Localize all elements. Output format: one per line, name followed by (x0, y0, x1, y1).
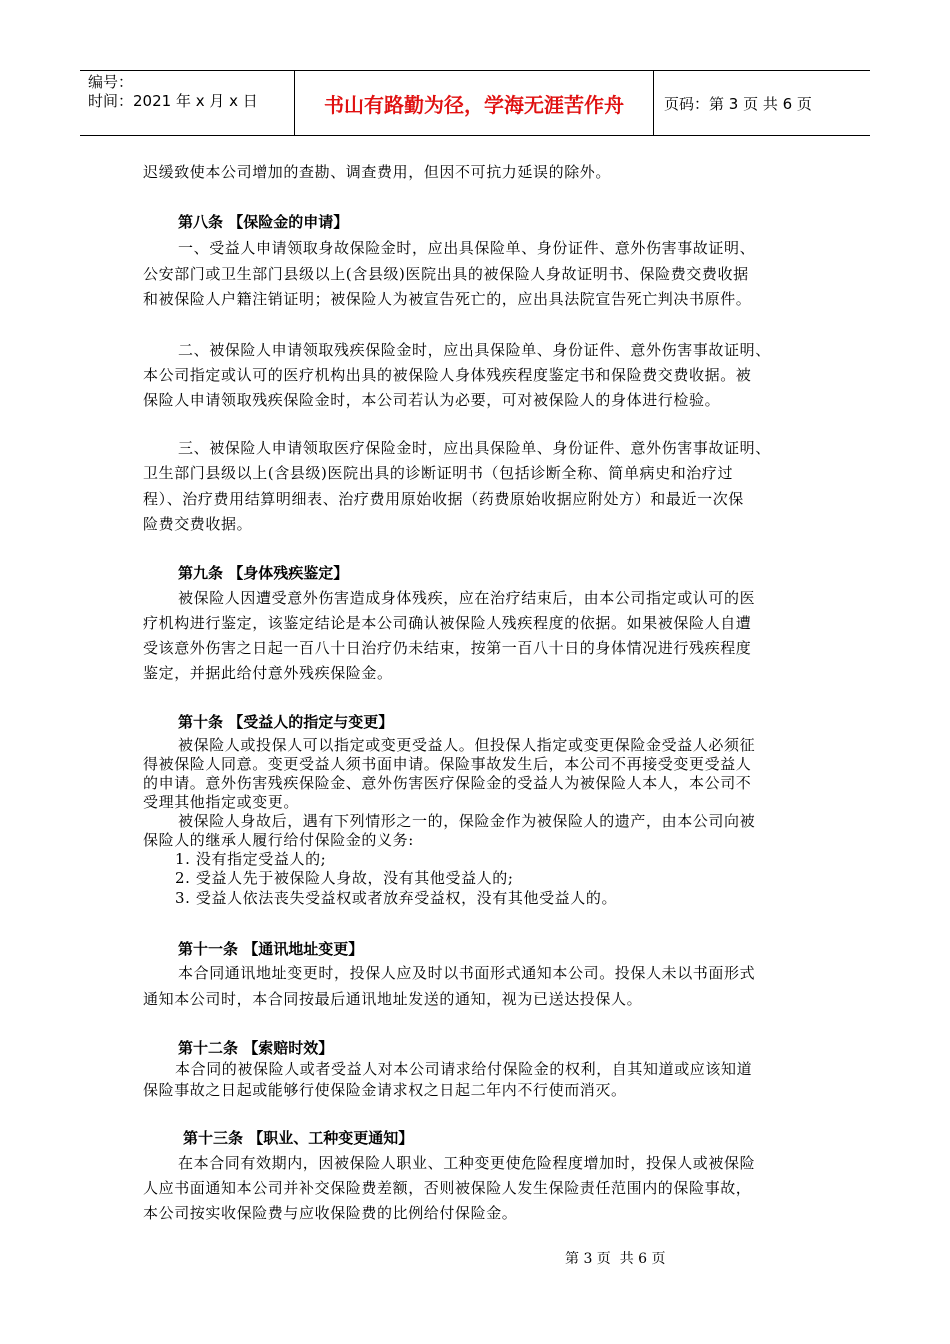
list-item: 3. 受益人依法丧失受益权或者放弃受益权，没有其他受益人的。 (175, 889, 618, 907)
body-line: 在本合同有效期内，因被保险人职业、工种变更使危险程度增加时，投保人或被保险 (178, 1154, 756, 1172)
body-line: 程）、治疗费用结算明细表、治疗费用原始收据（药费原始收据应附处方）和最近一次保 (143, 490, 744, 508)
section-heading: 第八条 【保险金的申请】 (178, 213, 349, 231)
list-item: 2. 受益人先于被保险人身故，没有其他受益人的; (175, 869, 514, 887)
body-line: 险费交费收据。 (143, 515, 253, 533)
header-page-number: 页码：第 3 页 共 6 页 (664, 94, 812, 113)
body-line: 受该意外伤害之日起一百八十日治疗仍未结束，按第一百八十日的身体情况进行残疾程度 (143, 639, 752, 657)
body-line: 得被保险人同意。变更受益人须书面申请。保险事故发生后，本公司不再接受变更受益人 (143, 755, 752, 773)
header-meta (80, 71, 295, 135)
body-line: 通知本公司时，本合同按最后通讯地址发送的通知，视为已送达投保人。 (143, 990, 643, 1008)
section-heading: 第十二条 【索赔时效】 (178, 1039, 334, 1057)
body-line: 一、受益人申请领取身故保险金时，应出具保险单、身份证件、意外伤害事故证明、 (178, 239, 756, 257)
body-line: 本公司按实收保险费与应收保险费的比例给付保险金。 (143, 1204, 518, 1222)
document-date-label: 时间：2021 年 x 月 x 日 (88, 92, 258, 110)
section-heading: 第九条 【身体残疾鉴定】 (178, 564, 349, 582)
body-line: 疗机构进行鉴定，该鉴定结论是本公司确认被保险人残疾程度的依据。如果被保险人自遭 (143, 614, 752, 632)
section-heading: 第十三条 【职业、工种变更通知】 (183, 1129, 414, 1147)
page-footer: 第 3 页 共 6 页 (565, 1251, 666, 1267)
body-line: 人应书面通知本公司并补交保险费差额，否则被保险人发生保险责任范围内的保险事故， (143, 1179, 752, 1197)
body-line: 的申请。意外伤害残疾保险金、意外伤害医疗保险金的受益人为被保险人本人，本公司不 (143, 774, 752, 792)
body-line: 被保险人或投保人可以指定或变更受益人。但投保人指定或变更保险金受益人必须征 (178, 736, 756, 754)
header-motto: 书山有路勤为径，学海无涯苦作舟 (295, 71, 654, 135)
body-line: 本合同通讯地址变更时，投保人应及时以书面形式通知本公司。投保人未以书面形式 (178, 964, 756, 982)
page-header (80, 70, 870, 136)
list-item: 1. 没有指定受益人的; (175, 850, 327, 868)
body-line: 本合同的被保险人或者受益人对本公司请求给付保险金的权利，自其知道或应该知道 (175, 1060, 753, 1078)
body-line: 鉴定，并据此给付意外残疾保险金。 (143, 664, 393, 682)
section-heading: 第十一条 【通讯地址变更】 (178, 940, 364, 958)
body-line: 被保险人身故后，遇有下列情形之一的，保险金作为被保险人的遗产，由本公司向被 (178, 812, 756, 830)
body-line: 受理其他指定或变更。 (143, 793, 300, 811)
body-line: 迟缓致使本公司增加的查勘、调查费用，但因不可抗力延误的除外。 (143, 163, 612, 181)
body-line: 本公司指定或认可的医疗机构出具的被保险人身体残疾程度鉴定书和保险费交费收据。被 (143, 366, 752, 384)
body-line: 保险事故之日起或能够行使保险金请求权之日起二年内不行使而消灭。 (143, 1081, 627, 1099)
body-line: 和被保险人户籍注销证明；被保险人为被宣告死亡的，应出具法院宣告死亡判决书原件。 (143, 290, 752, 308)
body-line: 公安部门或卫生部门县级以上(含县级)医院出具的被保险人身故证明书、保险费交费收据 (143, 265, 749, 283)
document-number-label: 编号： (88, 73, 134, 91)
body-line: 保险人申请领取残疾保险金时，本公司若认为必要，可对被保险人的身体进行检验。 (143, 391, 721, 409)
body-line: 二、被保险人申请领取残疾保险金时，应出具保险单、身份证件、意外伤害事故证明、 (178, 341, 771, 359)
body-line: 保险人的继承人履行给付保险金的义务: (143, 831, 414, 849)
body-line: 卫生部门县级以上(含县级)医院出具的诊断证明书（包括诊断全称、简单病史和治疗过 (143, 464, 734, 482)
section-heading: 第十条 【受益人的指定与变更】 (178, 713, 394, 731)
body-line: 被保险人因遭受意外伤害造成身体残疾，应在治疗结束后，由本公司指定或认可的医 (178, 589, 756, 607)
body-line: 三、被保险人申请领取医疗保险金时，应出具保险单、身份证件、意外伤害事故证明、 (178, 439, 771, 457)
